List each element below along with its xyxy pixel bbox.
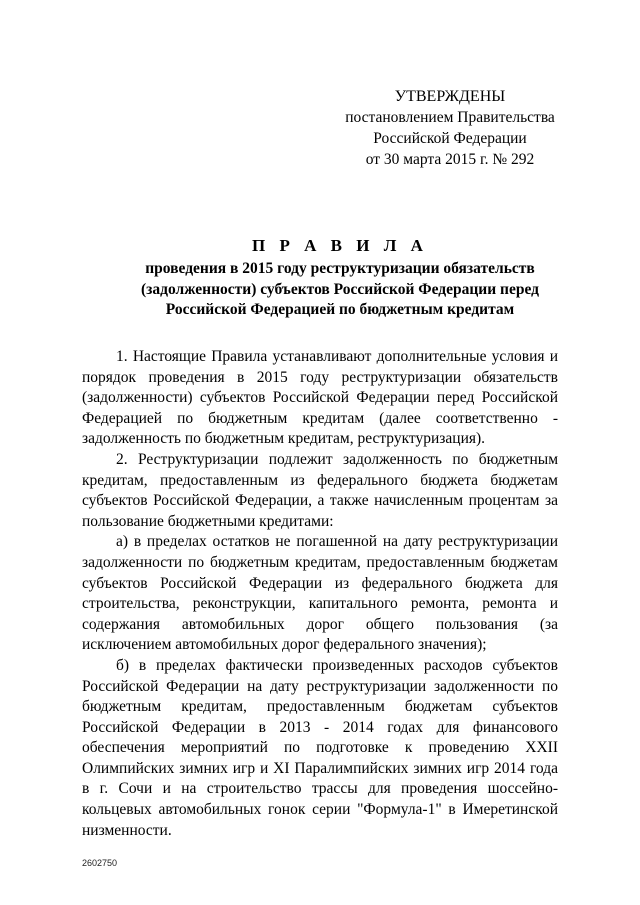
document-subtitle-line: (задолженности) субъектов Российской Федерации перед [141, 280, 539, 298]
paragraph-2a: а) в пределах остатков не погашенной на дату реструктуризации задолженности по бюджетным кредитам, предоставленным бюджетам субъектов Российской Федерации из федерального бюджета для строительства, реконструкции, капитального ремонта, ремонта и содержания автомобильных дорог общего пользования (за исключением автомобильных дорог федерального значения); [82, 533, 558, 654]
paragraph-2b: б) в пределах фактически произведенных расходов субъектов Российской Федерации на дату реструктуризации задолженности по бюджетным кредитам, предоставленным бюджетам субъектов Российской Федерации в 2013 - 2014 годах для финансового обеспечения мероприятий по подготовке к проведению XXII Олимпийских зимних игр и XI Паралимпийских зимних игр 2014 года в г. Сочи и на строительство трассы для проведения шоссейно-кольцевых автомобильных гонок серии "Формула-1" в Имеретинской низменности. [82, 656, 558, 839]
approval-stamp [340, 86, 560, 170]
approval-line: Российской Федерации [373, 130, 527, 147]
document-code: 2602750 [82, 858, 118, 868]
document-title: П Р А В И Л А [252, 236, 428, 255]
approval-line: постановлением Правительства [345, 109, 555, 126]
approval-title: УТВЕРЖДЕНЫ [394, 88, 506, 105]
paragraph-1: 1. Настоящие Правила устанавливают дополнительные условия и порядок проведения в 2015 году реструктуризации обязательств (задолженности) субъектов Российской Федерации перед Российской Федерацией по бюджетным кредитам (далее соответственно - задолженность по бюджетным кредитам, реструктуризация). [82, 348, 558, 448]
document-subtitle-line: проведения в 2015 году реструктуризации обязательств [145, 260, 535, 277]
document-heading [60, 233, 620, 321]
approval-date-number: от 30 марта 2015 г. № 292 [365, 151, 535, 168]
paragraph-2: 2. Реструктуризации подлежит задолженность по бюджетным кредитам, предоставленным из федерального бюджета бюджетам субъектов Российской Федерации, а также начисленным процентам за пользование бюджетными кредитами: [82, 450, 558, 530]
document-body [82, 347, 558, 841]
document-subtitle-line: Российской Федерацией по бюджетным кредитам [165, 301, 515, 318]
